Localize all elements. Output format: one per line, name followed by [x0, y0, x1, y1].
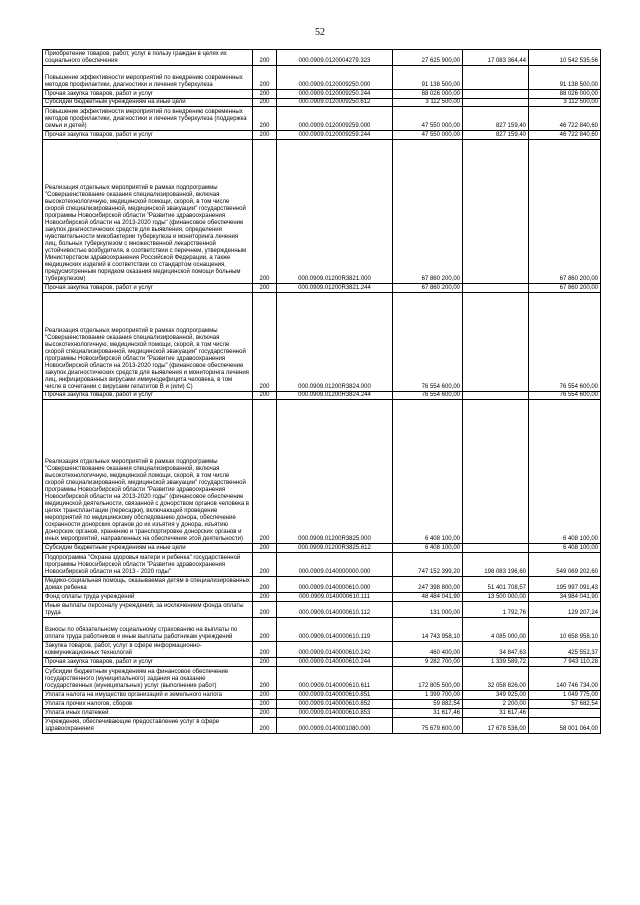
row-ministry-code: 200 — [253, 553, 277, 577]
row-name: Реализация отдельных мероприятий в рамках подпрограммы "Совершенствование оказания специализированной, включая высокотехнологичную, медицинской помощи, скорой, в том числе скорой специализированной, медицинской эвакуации" государственной программы Новосибирской области "Развитие здравоохранения Новосибирской области на 2013-2020 годы" (финансовое обеспечение медицинской деятельности, связанной с донорством органов человека в целях трансплантации (пересадки), включающей проведение мероприятий по медицинскому обследованию донора, обеспечение сохранности донорских органов до их изъятия у донора, изъятию донорских органов, хранению и транспортировке донорских органов и иных мероприятий, направленных на обеспечение этой деятельности) — [43, 400, 253, 544]
row-plan-amount: 1 399 700,00 — [393, 691, 463, 700]
row-executed-amount: 34 847,63 — [463, 642, 529, 658]
row-ministry-code: 200 — [253, 709, 277, 718]
row-plan-amount: 247 398 800,00 — [393, 577, 463, 593]
row-remainder-amount: 1 049 775,00 — [529, 691, 601, 700]
row-budget-code: 000.0909.0140000610.000 — [277, 577, 393, 593]
table-row — [43, 131, 601, 140]
row-remainder-amount: 88 026 000,00 — [529, 90, 601, 99]
row-budget-code: 000.0909.0120009259.244 — [277, 131, 393, 140]
row-name: Приобретение товаров, работ, услуг в пользу граждан в целях их социального обеспечения — [43, 50, 253, 66]
table-row — [43, 577, 601, 593]
row-ministry-code: 200 — [253, 691, 277, 700]
table-row — [43, 284, 601, 293]
row-name: Прочая закупка товаров, работ и услуг — [43, 90, 253, 99]
row-budget-code: 000.0909.0120004279.323 — [277, 50, 393, 66]
row-plan-amount: 131 000,00 — [393, 602, 463, 618]
row-plan-amount: 747 152 399,20 — [393, 553, 463, 577]
table-row — [43, 392, 601, 400]
row-ministry-code: 200 — [253, 400, 277, 544]
row-ministry-code: 200 — [253, 618, 277, 642]
table-row — [43, 618, 601, 642]
row-name: Уплата иных платежей — [43, 709, 253, 718]
row-ministry-code: 200 — [253, 577, 277, 593]
row-budget-code: 000.0909.01200R3821.000 — [277, 140, 393, 284]
table-row — [43, 593, 601, 602]
row-name: Прочая закупка товаров, работ и услуг — [43, 658, 253, 667]
row-name: Учреждения, обеспечивающие предоставление услуг в сфере здравоохранения — [43, 718, 253, 734]
row-ministry-code: 200 — [253, 667, 277, 691]
row-remainder-amount: 46 722 840,60 — [529, 131, 601, 140]
row-budget-code: 000.0909.0140000000.000 — [277, 553, 393, 577]
row-plan-amount: 460 400,00 — [393, 642, 463, 658]
row-budget-code: 000.0909.0120009250.244 — [277, 90, 393, 99]
row-remainder-amount: 57 682,54 — [529, 700, 601, 709]
table-row — [43, 602, 601, 618]
row-executed-amount: 827 159,40 — [463, 131, 529, 140]
row-remainder-amount: 91 138 500,00 — [529, 66, 601, 90]
row-plan-amount: 27 625 900,00 — [393, 50, 463, 66]
row-name: Повышение эффективности мероприятий по внедрению современных методов профилактики, диагностики и лечения туберкулеза (поддержка семьи и детей) — [43, 107, 253, 131]
row-remainder-amount: 76 554 600,00 — [529, 392, 601, 400]
row-remainder-amount: 58 001 064,00 — [529, 718, 601, 734]
row-ministry-code: 200 — [253, 593, 277, 602]
row-name: Реализация отдельных мероприятий в рамках подпрограммы "Совершенствование оказания специализированной, включая высокотехнологичную, медицинской помощи, скорой, в том числе скорой специализированной, медицинской эвакуации" государственной программы Новосибирской области "Развитие здравоохранения Новосибирской области на 2013-2020 годы" (финансовое обеспечение закупок диагностических средств для выявления и мониторинга лечения лиц, инфицированных вирусами иммунодефицита человека, в том числе в сочетании с вирусами гепатитов В и (или) С) — [43, 293, 253, 392]
row-budget-code: 000.0909.0140000610.611 — [277, 667, 393, 691]
row-name: Субсидии бюджетным учреждениям на финансовое обеспечение государственного (муниципального) задания на оказание государственных (муниципальных) услуг (выполнение работ) — [43, 667, 253, 691]
row-plan-amount: 14 743 958,10 — [393, 618, 463, 642]
row-executed-amount — [463, 99, 529, 107]
row-plan-amount: 172 805 500,00 — [393, 667, 463, 691]
row-executed-amount — [463, 400, 529, 544]
row-executed-amount: 2 200,00 — [463, 700, 529, 709]
row-name: Уплата налога на имущество организаций и земельного налога — [43, 691, 253, 700]
row-name: Медико-социальная помощь, оказываемая детям в специализированных домах ребенка — [43, 577, 253, 593]
row-budget-code: 000.0909.0120009250.612 — [277, 99, 393, 107]
row-budget-code: 000.0909.0140000610.242 — [277, 642, 393, 658]
table-row — [43, 691, 601, 700]
row-ministry-code: 200 — [253, 284, 277, 293]
row-ministry-code: 200 — [253, 140, 277, 284]
row-ministry-code: 200 — [253, 392, 277, 400]
row-plan-amount: 91 138 500,00 — [393, 66, 463, 90]
row-plan-amount: 67 860 200,00 — [393, 284, 463, 293]
row-ministry-code: 200 — [253, 99, 277, 107]
table-row — [43, 50, 601, 66]
row-remainder-amount: 10 658 958,10 — [529, 618, 601, 642]
row-executed-amount: 31 617,46 — [463, 709, 529, 718]
row-plan-amount: 48 484 041,90 — [393, 593, 463, 602]
row-ministry-code: 200 — [253, 50, 277, 66]
table-row — [43, 700, 601, 709]
table-row — [43, 553, 601, 577]
row-budget-code: 000.0909.0140001080.000 — [277, 718, 393, 734]
row-name: Взносы по обязательному социальному страхованию на выплаты по оплате труда работников и иные выплаты работникам учреждений — [43, 618, 253, 642]
row-ministry-code: 200 — [253, 293, 277, 392]
row-name: Подпрограмма "Охрана здоровья матери и ребенка" государственной программы Новосибирской области "Развитие здравоохранения Новосибирской области на 2013 - 2020 годы" — [43, 553, 253, 577]
row-remainder-amount: 195 997 091,43 — [529, 577, 601, 593]
row-ministry-code: 200 — [253, 642, 277, 658]
row-name: Прочая закупка товаров, работ и услуг — [43, 284, 253, 293]
page-number: 52 — [315, 27, 325, 38]
table-row — [43, 709, 601, 718]
row-executed-amount: 1 792,76 — [463, 602, 529, 618]
row-name: Прочая закупка товаров, работ и услуг — [43, 392, 253, 400]
row-executed-amount: 4 085 000,00 — [463, 618, 529, 642]
row-executed-amount: 51 401 708,57 — [463, 577, 529, 593]
row-remainder-amount: 10 542 535,56 — [529, 50, 601, 66]
row-executed-amount: 349 925,00 — [463, 691, 529, 700]
row-name: Иные выплаты персоналу учреждений, за исключением фонда оплаты труда — [43, 602, 253, 618]
row-plan-amount: 75 679 600,00 — [393, 718, 463, 734]
row-remainder-amount: 425 552,37 — [529, 642, 601, 658]
table-row — [43, 718, 601, 734]
row-remainder-amount: 7 943 110,28 — [529, 658, 601, 667]
row-ministry-code: 200 — [253, 602, 277, 618]
row-budget-code: 000.0909.01200R3824.244 — [277, 392, 393, 400]
row-executed-amount — [463, 544, 529, 553]
row-ministry-code: 200 — [253, 107, 277, 131]
row-remainder-amount: 67 860 200,00 — [529, 140, 601, 284]
row-name: Субсидии бюджетным учреждениям на иные цели — [43, 99, 253, 107]
row-plan-amount: 6 408 100,00 — [393, 400, 463, 544]
table-row — [43, 400, 601, 544]
row-remainder-amount: 46 722 840,60 — [529, 107, 601, 131]
table-row — [43, 544, 601, 553]
row-remainder-amount: 549 069 202,60 — [529, 553, 601, 577]
row-remainder-amount: 67 860 200,00 — [529, 284, 601, 293]
row-budget-code: 000.0909.01200R3825.612 — [277, 544, 393, 553]
table-row — [43, 107, 601, 131]
row-remainder-amount: 6 408 100,00 — [529, 544, 601, 553]
row-budget-code: 000.0909.0140000610.112 — [277, 602, 393, 618]
row-plan-amount: 47 550 000,00 — [393, 131, 463, 140]
row-ministry-code: 200 — [253, 544, 277, 553]
row-plan-amount: 88 026 000,00 — [393, 90, 463, 99]
row-ministry-code: 200 — [253, 90, 277, 99]
row-plan-amount: 9 282 700,00 — [393, 658, 463, 667]
row-executed-amount — [463, 392, 529, 400]
row-executed-amount — [463, 66, 529, 90]
row-name: Прочая закупка товаров, работ и услуг — [43, 131, 253, 140]
row-budget-code: 000.0909.0140000610.119 — [277, 618, 393, 642]
row-name: Фонд оплаты труда учреждений — [43, 593, 253, 602]
row-executed-amount: 32 058 826,00 — [463, 667, 529, 691]
row-name: Закупка товаров, работ, услуг в сфере информационно-коммуникационных технологий — [43, 642, 253, 658]
table-row — [43, 667, 601, 691]
row-plan-amount: 76 554 600,00 — [393, 293, 463, 392]
row-name: Субсидии бюджетным учреждениям на иные цели — [43, 544, 253, 553]
row-budget-code: 000.0909.01200R3824.000 — [277, 293, 393, 392]
row-budget-code: 000.0909.0140000610.111 — [277, 593, 393, 602]
row-name: Уплата прочих налогов, сборов — [43, 700, 253, 709]
table-row — [43, 658, 601, 667]
row-remainder-amount — [529, 709, 601, 718]
row-executed-amount — [463, 140, 529, 284]
row-budget-code: 000.0909.01200R3821.244 — [277, 284, 393, 293]
table-row — [43, 99, 601, 107]
row-ministry-code: 200 — [253, 658, 277, 667]
row-plan-amount: 6 408 100,00 — [393, 544, 463, 553]
row-executed-amount — [463, 90, 529, 99]
row-executed-amount: 827 159,40 — [463, 107, 529, 131]
row-executed-amount: 17 083 364,44 — [463, 50, 529, 66]
row-remainder-amount: 34 984 041,90 — [529, 593, 601, 602]
row-remainder-amount: 6 408 100,00 — [529, 400, 601, 544]
row-remainder-amount: 76 554 600,00 — [529, 293, 601, 392]
row-executed-amount: 17 678 536,00 — [463, 718, 529, 734]
row-plan-amount: 67 860 200,00 — [393, 140, 463, 284]
budget-table-body — [43, 50, 601, 734]
row-executed-amount — [463, 284, 529, 293]
row-executed-amount — [463, 293, 529, 392]
row-remainder-amount: 3 112 500,00 — [529, 99, 601, 107]
row-budget-code: 000.0909.01200R3825.000 — [277, 400, 393, 544]
row-budget-code: 000.0909.0140000610.852 — [277, 700, 393, 709]
row-ministry-code: 200 — [253, 700, 277, 709]
row-remainder-amount: 129 207,24 — [529, 602, 601, 618]
row-executed-amount: 1 339 589,72 — [463, 658, 529, 667]
row-remainder-amount: 140 746 734,00 — [529, 667, 601, 691]
table-row — [43, 140, 601, 284]
row-ministry-code: 200 — [253, 718, 277, 734]
row-executed-amount: 198 083 196,60 — [463, 553, 529, 577]
row-plan-amount: 76 554 600,00 — [393, 392, 463, 400]
table-row — [43, 66, 601, 90]
table-row — [43, 90, 601, 99]
table-row — [43, 642, 601, 658]
row-budget-code: 000.0909.0140000610.853 — [277, 709, 393, 718]
row-name: Реализация отдельных мероприятий в рамках подпрограммы "Совершенствование оказания специализированной, включая высокотехнологичную, медицинской помощи, скорой, в том числе скорой специализированной, медицинской эвакуации" государственной программы Новосибирской области "Развитие здравоохранения Новосибирской области на 2013-2020 годы" (финансовое обеспечение закупок диагностических средств для выявления, определения чувствительности микобактерии туберкулеза и мониторинга лечения лиц, больных туберкулезом с множественной лекарственной устойчивостью возбудителя, в соответствии с перечнем, утвержденным Министерством здравоохранения Российской Федерации, а также медицинских изделий в соответствии со стандартом оснащения, предусмотренным порядком оказания медицинской помощи больным туберкулезом) — [43, 140, 253, 284]
row-plan-amount: 31 617,46 — [393, 709, 463, 718]
row-budget-code: 000.0909.0140000610.851 — [277, 691, 393, 700]
row-ministry-code: 200 — [253, 131, 277, 140]
row-plan-amount: 47 550 000,00 — [393, 107, 463, 131]
row-budget-code: 000.0909.0120009259.000 — [277, 107, 393, 131]
row-plan-amount: 59 882,54 — [393, 700, 463, 709]
budget-table — [42, 49, 601, 734]
row-plan-amount: 3 112 500,00 — [393, 99, 463, 107]
row-name: Повышение эффективности мероприятий по внедрению современных методов профилактики, диагностики и лечения туберкулеза — [43, 66, 253, 90]
table-row — [43, 293, 601, 392]
row-budget-code: 000.0909.0140000610.244 — [277, 658, 393, 667]
row-executed-amount: 13 500 000,00 — [463, 593, 529, 602]
row-ministry-code: 200 — [253, 66, 277, 90]
row-budget-code: 000.0909.0120009250.000 — [277, 66, 393, 90]
